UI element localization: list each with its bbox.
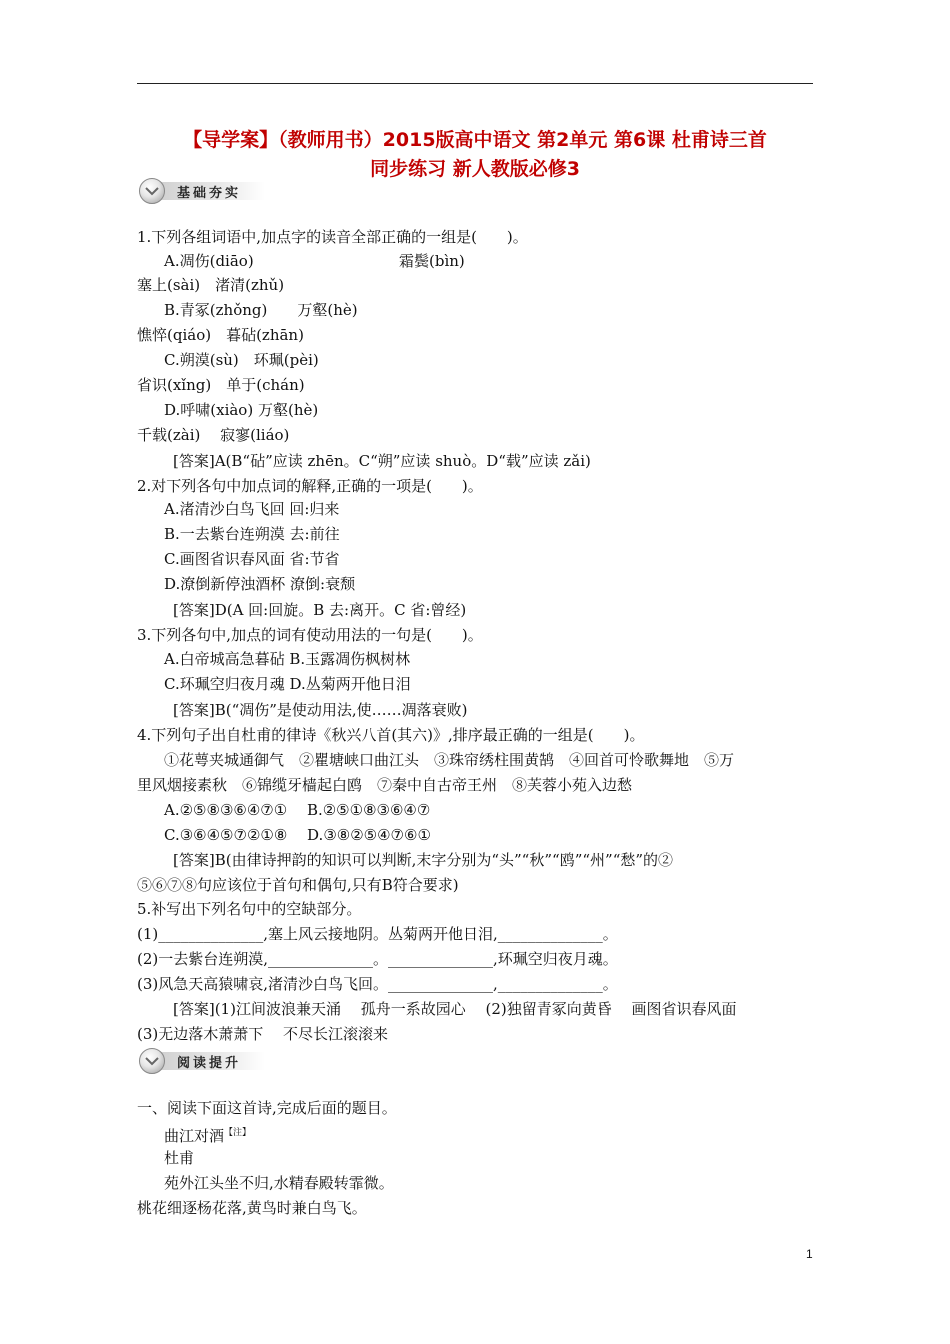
q1-option-a-2: 霜鬓(bìn) [399,252,465,270]
top-rule [137,83,813,84]
q1-option-c: C.朔漠(sù) 环珮(pèi) [164,351,319,369]
page-number: 1 [806,1247,813,1261]
poem-line-2: 桃花细逐杨花落,黄鸟时兼白鸟飞。 [137,1199,367,1217]
q1-option-a: A.凋伤(diāo) [164,252,254,270]
q1-option-c-2: 省识(xǐng) 单于(chán) [137,376,305,394]
q2-answer: [答案]D(A 回:回旋。B 去:离开。C 省:曾经) [173,601,467,619]
q3-answer: [答案]B(“凋伤”是使动用法,使……凋落衰败) [173,701,468,719]
section-label: 基础夯实 [177,186,242,201]
q2-option-a: A.渚清沙白鸟飞回 回:归来 [164,500,340,518]
q4-answer: [答案]B(由律诗押韵的知识可以判断,末字分别为“头”“秋”“鸥”“州”“愁”的② [173,851,674,869]
poem-line-1: 苑外江头坐不归,水精春殿转霏微。 [164,1174,394,1192]
q5-item-3: (3)风急天高猿啸哀,渚清沙白鸟飞回。______________,______________。 [137,975,618,993]
q5-item-1: (1)______________,塞上风云接地阴。丛菊两开他日泪,______________。 [137,925,618,943]
section-label: 阅读提升 [177,1056,242,1071]
q4-options-ab: A.②⑤⑧③⑥④⑦① B.②⑤①⑧③⑥④⑦ [164,801,431,819]
q2-option-b: B.一去紫台连朔漠 去:前往 [164,525,340,543]
q1-option-b: B.青冢(zhǒng) 万壑(hè) [164,301,358,319]
section-badge-reading [137,1048,272,1076]
section-badge-basic [137,178,272,206]
q3-options-cd: C.环珮空归夜月魂 D.丛菊两开他日泪 [164,675,411,693]
doc-title-line1: 【导学案】（教师用书）2015版高中语文 第2单元 第6课 杜甫诗三首 [183,129,767,151]
doc-title-line2: 同步练习 新人教版必修3 [370,158,580,180]
q2-option-c: C.画图省识春风面 省:节省 [164,550,340,568]
chevron-down-icon [139,178,165,204]
q4-answer-2: ⑤⑥⑦⑧句应该位于首句和偶句,只有B符合要求) [137,876,459,894]
q4-lines-2: 里风烟接素秋 ⑥锦缆牙樯起白鸥 ⑦秦中自古帝王州 ⑧芙蓉小苑入边愁 [137,776,633,794]
q5-stem: 5.补写出下列名句中的空缺部分。 [137,900,362,918]
q1-option-d-2: 千载(zài) 寂寥(liáo) [137,426,290,444]
q1-stem: 1.下列各组词语中,加点字的读音全部正确的一组是( )。 [137,228,528,246]
q1-option-d: D.呼啸(xiào) 万壑(hè) [164,401,319,419]
poem-author: 杜甫 [164,1149,195,1167]
q5-answer: [答案](1)江间波浪兼天涌 孤舟一系故园心 (2)独留青冢向黄昏 画图省识春风面 [173,1000,737,1018]
chevron-down-icon [139,1048,165,1074]
q4-options-cd: C.③⑥④⑤⑦②①⑧ D.③⑧②⑤④⑦⑥① [164,826,431,844]
q5-answer-2: (3)无边落木萧萧下 不尽长江滚滚来 [137,1025,389,1043]
q2-stem: 2.对下列各句中加点词的解释,正确的一项是( )。 [137,477,483,495]
q3-options-ab: A.白帝城高急暮砧 B.玉露凋伤枫树林 [164,650,411,668]
q1-option-b-2: 憔悴(qiáo) 暮砧(zhān) [137,326,304,344]
poem-note-mark: 【注】 [224,1128,252,1138]
q1-answer: [答案]A(B“砧”应读 zhēn。C“朔”应读 shuò。D“载”应读 zǎi) [173,452,591,470]
q2-option-d: D.潦倒新停浊酒杯 潦倒:衰颓 [164,575,356,593]
q5-item-2: (2)一去紫台连朔漠,______________。______________,环珮空归夜月魂。 [137,950,618,968]
reading-instruction: 一、阅读下面这首诗,完成后面的题目。 [137,1099,397,1117]
poem-title: 曲江对酒$^{【注】}$ [164,1127,252,1145]
q1-option-a-3: 塞上(sài) 渚清(zhǔ) [137,276,285,294]
q4-stem: 4.下列句子出自杜甫的律诗《秋兴八首(其六)》,排序最正确的一组是( )。 [137,726,645,744]
q3-stem: 3.下列各句中,加点的词有使动用法的一句是( )。 [137,626,483,644]
q4-lines-1: ①花萼夹城通御气 ②瞿塘峡口曲江头 ③珠帘绣柱围黄鹄 ④回首可怜歌舞地 ⑤万 [164,751,735,769]
